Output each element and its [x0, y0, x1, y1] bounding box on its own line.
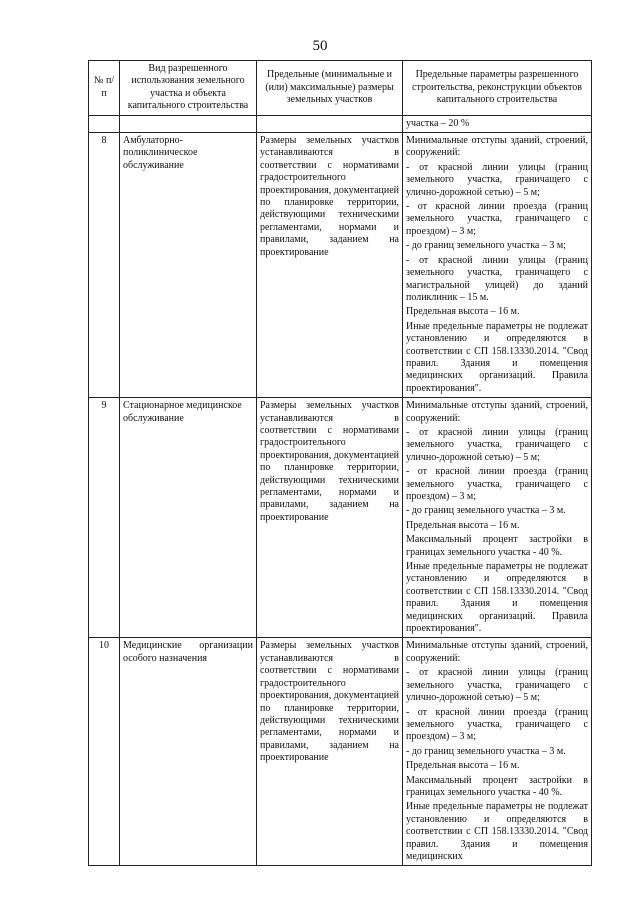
param-line: - от красной линии проезда (границ земельного участка, граничащего с проездом) – 3 м;: [406, 466, 588, 502]
param-line: Предельная высота – 16 м.: [406, 760, 520, 772]
table-row: [89, 638, 592, 866]
row-plot-size: Размеры земельных участков устанавливаются в соответствии с нормативами градостроительного проектирования, документацией по планировке территории, действующими техническими регламентами, нормами и правилами, заданием на проектирование: [257, 398, 403, 638]
row-use-type: Медицинские организации особого назначения: [120, 638, 257, 866]
param-line: Максимальный процент застройки в границах земельного участка - 40 %.: [406, 534, 588, 558]
param-line: Иные предельные параметры не подлежат установлению и определяются в соответствии с СП 158.13330.2014. "Свод правил. Здания и помещения медицинских организаций. Правила проектирования".: [406, 320, 588, 394]
row-number: 9: [89, 398, 120, 638]
header-plot-size: Предельные (минимальные и (или) максимальные) размеры земельных участков: [257, 61, 403, 116]
param-line: - до границ земельного участка – 3 м.: [406, 745, 566, 757]
row-number: 8: [89, 133, 120, 398]
param-line: - от красной линии проезда (границ земельного участка, граничащего с проездом) – 3 м;: [406, 201, 588, 237]
param-line: Иные предельные параметры не подлежат установлению и определяются в соответствии с СП 158.13330.2014. "Свод правил. Здания и помещения медицинских организаций. Правила проектирования".: [406, 561, 588, 635]
header-number: № п/п: [89, 61, 120, 116]
header-use-type: Вид разрешенного использования земельного участка и объекта капитального строительства: [120, 61, 257, 116]
table-row-continuation: [89, 115, 592, 132]
zoning-table: [88, 60, 592, 866]
row-params: [403, 638, 592, 866]
param-line: Минимальные отступы зданий, строений, сооружений:: [406, 640, 588, 664]
page-number: 50: [312, 38, 328, 54]
param-line: Предельная высота – 16 м.: [406, 519, 520, 531]
param-line: - от красной линии улицы (границ земельного участка, граничащего с улично-дорожной сетью) – 5 м;: [406, 426, 588, 463]
param-line: - от красной линии проезда (границ земельного участка, граничащего с проездом) – 3 м;: [406, 706, 588, 743]
row-params: [403, 133, 592, 398]
param-line: - от красной линии улицы (границ земельного участка, граничащего с улично-дорожной сетью) – 5 м;: [406, 161, 588, 198]
param-line: - до границ земельного участка – 3 м.: [406, 505, 566, 517]
table-row: [89, 133, 592, 398]
row-use-type: Стационарное медицинское обслуживание: [120, 398, 257, 638]
row-params: [403, 398, 592, 638]
row-plot-size: Размеры земельных участков устанавливаются в соответствии с нормативами градостроительного проектирования, документацией по планировке территории, действующими техническими регламентами, нормами и правилами, заданием на проектирование: [257, 133, 403, 398]
param-line: Минимальные отступы зданий, строений, сооружений:: [406, 135, 588, 159]
row-use-type: Амбулаторно-поликлиническое обслуживание: [120, 133, 257, 398]
param-line: - от красной линии улицы (границ земельного участка, граничащего с магистральной улицей) до зданий поликлиник – 15 м.: [406, 254, 588, 303]
param-line: Максимальный процент застройки в границах земельного участка - 40 %.: [406, 774, 588, 798]
param-line: Предельная высота – 16 м.: [406, 306, 520, 318]
continuation-text: участка – 20 %: [403, 115, 592, 132]
header-build-params: Предельные параметры разрешенного строительства, реконструкции объектов капитального строительства: [403, 61, 592, 116]
row-plot-size: Размеры земельных участков устанавливаются в соответствии с нормативами градостроительного проектирования, документацией по планировке территории, действующими техническими регламентами, нормами и правилами, заданием на проектирование: [257, 638, 403, 866]
param-line: - до границ земельного участка – 3 м;: [406, 240, 566, 252]
param-line: Иные предельные параметры не подлежат установлению и определяются в соответствии с СП 158.13330.2014. "Свод правил. Здания и помещения медицинских: [406, 801, 588, 862]
row-number: 10: [89, 638, 120, 866]
table-header-row: [89, 61, 592, 116]
param-line: Минимальные отступы зданий, строений, сооружений:: [406, 400, 588, 424]
param-line: - от красной линии улицы (границ земельного участка, граничащего с улично-дорожной сетью) – 5 м;: [406, 667, 588, 704]
table-row: [89, 398, 592, 638]
